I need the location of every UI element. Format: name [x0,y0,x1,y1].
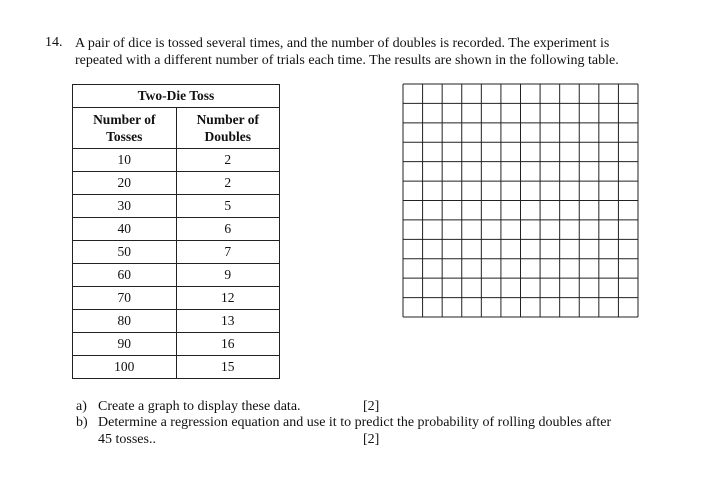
table-row [73,172,280,195]
tosses-cell: 30 [73,195,177,218]
table-row [73,287,280,310]
table-title: Two-Die Toss [73,85,280,108]
part-b-line2: 45 tosses.. [98,432,156,447]
part-b-line1: Determine a regression equation and use it to predict the probability of rolling doubles after [98,415,612,430]
question-number: 14. [45,35,63,50]
table-row [73,241,280,264]
table-row [73,333,280,356]
doubles-cell: 2 [176,172,280,195]
part-a-text: Create a graph to display these data. [98,399,301,414]
header-doubles [176,108,280,149]
tosses-cell: 10 [73,149,177,172]
doubles-cell: 12 [176,287,280,310]
question-line-1: A pair of dice is tossed several times, and the number of doubles is recorded. The experiment is [75,36,610,51]
tosses-cell: 40 [73,218,177,241]
header-doubles-line1: Number of [196,112,259,127]
part-b-label: b) [76,415,88,430]
doubles-cell: 13 [176,310,280,333]
tosses-cell: 90 [73,333,177,356]
part-a [76,399,696,415]
table-row [73,356,280,379]
tosses-cell: 20 [73,172,177,195]
doubles-cell: 9 [176,264,280,287]
doubles-cell: 15 [176,356,280,379]
two-die-toss-table [72,84,280,379]
doubles-cell: 5 [176,195,280,218]
part-a-label: a) [76,399,87,414]
header-doubles-line2: Doubles [204,129,251,144]
tosses-cell: 80 [73,310,177,333]
table-row [73,195,280,218]
question-line-2: repeated with a different number of trials each time. The results are shown in the following table. [75,53,619,68]
tosses-cell: 60 [73,264,177,287]
doubles-cell: 7 [176,241,280,264]
doubles-cell: 16 [176,333,280,356]
header-tosses-line2: Tosses [106,129,143,144]
part-a-marks: [2] [363,399,380,414]
blank-graph-grid [402,83,640,319]
part-b-marks: [2] [363,432,380,447]
table-row [73,149,280,172]
part-b [76,415,716,449]
table-row [73,264,280,287]
tosses-cell: 50 [73,241,177,264]
table-row [73,218,280,241]
tosses-cell: 100 [73,356,177,379]
doubles-cell: 2 [176,149,280,172]
table-row [73,310,280,333]
header-tosses-line1: Number of [93,112,156,127]
doubles-cell: 6 [176,218,280,241]
header-tosses [73,108,177,149]
tosses-cell: 70 [73,287,177,310]
question-text [75,35,665,69]
